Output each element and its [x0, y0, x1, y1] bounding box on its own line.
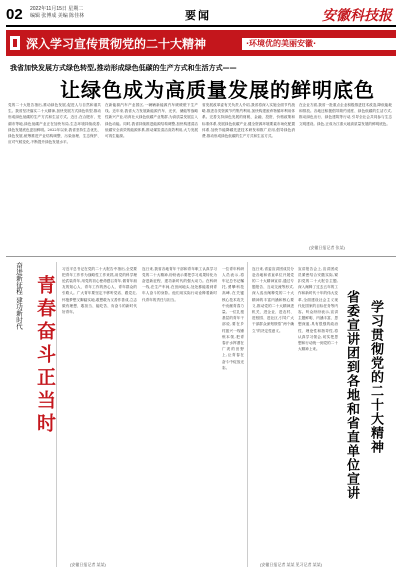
section-title: 要闻 [185, 9, 211, 22]
story1-text-1: 党的二十大报告指出,推动绿色发展,促进人与自然和谐共生。我省坚决落实二十大精神,加快发展方式绿色转型,推动形成绿色低碳的生产方式和生活方式。近日,在合肥市、芜湖市等地,绿色低碳产业正在加快布局,生态环境持续改善,绿色发展底色更加鲜明。2022年以来,我省坚持生态优先、绿色发展,统筹推进产业结构调整、污染治理、生态保护、应对气候变化,不断提升绿色发展水平。 [8, 103, 101, 145]
banner-column-label: ·环境优的美丽安徽· [242, 38, 396, 50]
story1-headline: 让绿色成为高质量发展的鲜明底色 [60, 78, 375, 102]
column-divider [247, 262, 248, 567]
story1-column-2 [105, 102, 198, 252]
page-number: 02 [6, 6, 23, 23]
story1-column-1 [8, 102, 101, 252]
story1-text-4: 在企业方面,我省一批重点企业积极推进技术改造,降低能耗和排放。各地还积极倡导简约适度、绿色低碳的生活方式,推动绿色出行、绿色建筑等行动,引导全社会共同参与生态文明建设。绿色,正成为江淮大地高质量发展的鲜明底色。 [299, 103, 392, 126]
story2-column-3 [222, 262, 244, 558]
story2-headline: 青春奋斗正当时 [34, 275, 56, 436]
banner-flag-icon [10, 36, 20, 50]
date-text: 2022年11月15日 星期二 [30, 6, 84, 12]
story1-credit: (安徽日报记者 张某) [309, 245, 345, 250]
column-divider [56, 262, 57, 567]
story2-column-2 [142, 262, 217, 558]
editors-text: 编辑 张博成 美编 陈佳林 [30, 13, 85, 19]
newspaper-logo: 安徽科技报 [322, 8, 392, 24]
story3-headline-line2: 省委宣讲团到各地和省直单位宣讲 [344, 290, 359, 500]
story1-subhead: 我省加快发展方式绿色转型,推动形成绿色低碳的生产方式和生活方式—— [10, 64, 237, 72]
story3-credit: (安徽日报记者 某某 见习记者 某某) [260, 562, 322, 567]
story3-text-2: 宣讲报告会上,宣讲团成员紧密结合安徽实际,紧扣党的二十大报告主题,深入阐释了过去五年的工作和新时代十年的伟大变革,全面建设社会主义现代化国家的目标任务等内容。听众纷纷表示,宣讲主题鲜明、内涵丰富、思想深邃,具有很强的政治性、理论性和指导性,将认真学习领会,切实把思想和行动统一到党的二十大精神上来。 [298, 266, 338, 352]
column-banner [6, 30, 396, 56]
story3-text-1: 连日来,省委宣讲团成员分赴各地和省直单位开展党的二十大精神宣讲,通过专题报告、互动交流等形式,深入浅出阐释党的二十大精神的丰富内涵和核心要义,推动党的二十大精神进机关、进企业、进农村、进校园、进社区,引导广大干部群众深刻领悟“两个确立”的决定性意义。 [252, 266, 294, 333]
banner-title: 深入学习宣传贯彻党的二十大精神 [26, 37, 207, 51]
story1-text-3: 省发展改革委有关负责人介绍,我省将深入实施全面节约战略,推进各类资源节约集约利用,加快构建废弃物循环利用体系。完善支持绿色发展的财税、金融、投资、价格政策和标准体系,发展绿色低碳产业,健全资源环境要素市场化配置体系,加快节能降碳先进技术研发和推广应用,倡导绿色消费,推动形成绿色低碳的生产方式和生活方式。 [202, 103, 295, 139]
story3-column-1 [252, 262, 294, 560]
story1-text-2: 在新能源汽车产业园区,一辆辆新能源汽车缓缓驶下生产线。近年来,我省大力发展新能源汽车、光伏、储能等战略性新兴产业,培育壮大绿色低碳产业集群,为高质量发展注入绿色动能。同时,我省持续推进能源结构调整,加快构建清洁低碳安全高效的能源体系,推动煤炭清洁高效利用,大力发展可再生能源。 [105, 103, 198, 139]
story2-text-1: 习近平总书记在党的二十大报告中指出,全党要把青年工作作为战略性工作来抓,用党的科学理论武装青年,用党的初心使命感召青年,做青年朋友的知心人、青年工作的热心人、青年群众的引路人。广大青年要坚定不移听党话、跟党走,怀抱梦想又脚踏实地,敢想敢为又善作善成,立志做有理想、敢担当、能吃苦、肯奋斗的新时代好青年。 [62, 266, 137, 315]
story2-kicker: 奋进新征程 建功新时代 [15, 262, 23, 330]
story1-column-3 [202, 102, 295, 252]
story1-column-4 [299, 102, 392, 252]
story3-headline-line1: 学习贯彻党的二十大精神 [368, 300, 383, 454]
story2-text-2: 连日来,我省各地青年干部和青年职工认真学习党的二十大精神,纷纷表示要把学习成果转化为奋进新征程、建功新时代的强大动力。在科研一线,在生产车间,在田间地头,处处都能看到青年人奋斗的身影。他们用实际行动诠释着新时代青年的责任与担当。 [142, 266, 217, 302]
story2-column-1 [62, 262, 137, 558]
masthead-rule [6, 25, 396, 27]
section-divider [6, 256, 396, 257]
story2-credit: (安徽日报记者 某某) [70, 562, 106, 567]
story2-text-3: 一位青年科研人员表示,将牢记总书记嘱托,勇攀科技高峰,在关键核心技术攻关中贡献青春力量。一位扎根基层的青年干部说,要在乡村振兴一线锤炼本领,把青春汗水挥洒在广袤的田野上,让青春在奋斗中绽放光彩。 [222, 266, 244, 370]
dateline [30, 6, 84, 20]
story3-column-2 [298, 262, 338, 560]
